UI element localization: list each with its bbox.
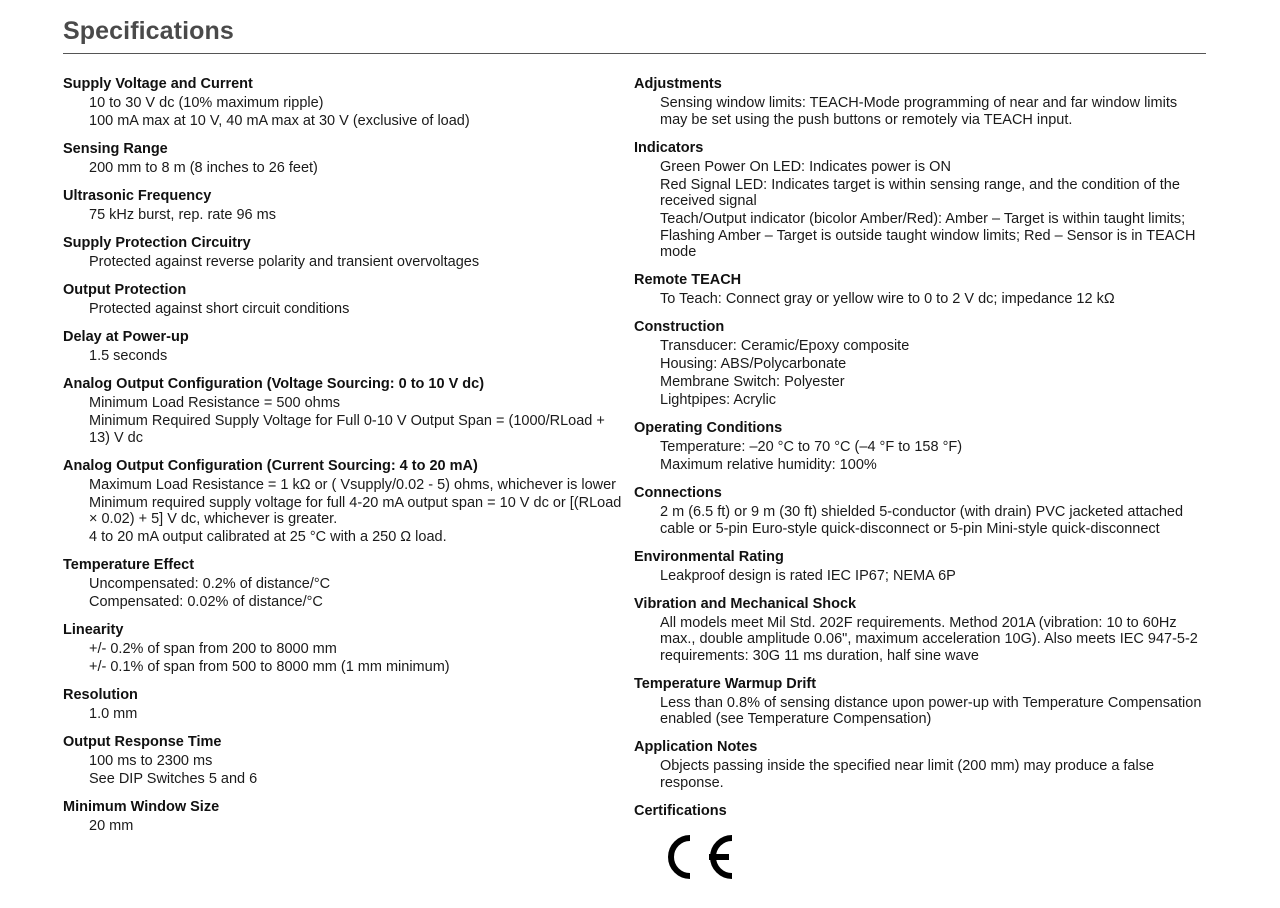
spec-application-notes [634, 738, 1206, 791]
spec-environmental-rating [634, 548, 1206, 585]
spec-indicators [634, 139, 1206, 261]
spec-line: 1.5 seconds [89, 348, 168, 364]
spec-analog-voltage [63, 375, 623, 446]
spec-line: Transducer: Ceramic/Epoxy composite [660, 338, 910, 354]
spec-operating-conditions [634, 419, 1206, 474]
spec-line: 100 ms to 2300 ms [89, 753, 213, 769]
spec-analog-current [63, 457, 623, 546]
spec-temperature-warmup-drift [634, 675, 1206, 728]
spec-line: Compensated: 0.02% of distance/°C [89, 594, 323, 610]
spec-adjustments [634, 75, 1206, 128]
spec-line: Protected against reverse polarity and transient overvoltages [89, 254, 480, 270]
spec-vibration-shock [634, 595, 1206, 665]
spec-line: Sensing window limits: TEACH-Mode programming of near and far window limits may be set using the push buttons or remotely via TEACH input. [660, 95, 1178, 128]
spec-heading: Output Protection [63, 282, 187, 298]
title-divider [63, 53, 1206, 54]
spec-line: See DIP Switches 5 and 6 [89, 771, 258, 787]
spec-connections [634, 484, 1206, 537]
spec-line: Maximum relative humidity: 100% [660, 457, 877, 473]
spec-heading: Indicators [634, 139, 704, 156]
spec-line: Lightpipes: Acrylic [660, 392, 777, 408]
spec-heading: Minimum Window Size [63, 799, 220, 815]
spec-ultrasonic-frequency [63, 187, 623, 224]
spec-line: Protected against short circuit conditions [89, 301, 350, 317]
spec-remote-teach [634, 271, 1206, 308]
spec-heading: Delay at Power-up [63, 329, 189, 345]
spec-heading: Temperature Warmup Drift [634, 675, 817, 692]
spec-line: 4 to 20 mA output calibrated at 25 °C with a 250 Ω load. [89, 529, 447, 545]
spec-line: Membrane Switch: Polyester [660, 374, 845, 390]
ce-mark-icon [660, 830, 734, 884]
spec-line: 75 kHz burst, rep. rate 96 ms [89, 207, 276, 223]
right-spec-column [634, 75, 1206, 884]
spec-sensing-range [63, 140, 623, 177]
spec-heading: Construction [634, 319, 725, 335]
spec-heading: Ultrasonic Frequency [63, 188, 212, 204]
spec-heading: Adjustments [634, 76, 722, 92]
spec-heading: Remote TEACH [634, 272, 742, 288]
spec-line: 10 to 30 V dc (10% maximum ripple) [89, 95, 324, 111]
spec-line: 20 mm [89, 818, 134, 834]
spec-line: +/- 0.2% of span from 200 to 8000 mm [89, 641, 337, 657]
spec-heading: Supply Voltage and Current [63, 76, 253, 92]
spec-output-protection [63, 281, 623, 318]
spec-line: 100 mA max at 10 V, 40 mA max at 30 V (exclusive of load) [89, 113, 470, 129]
spec-line: Green Power On LED: Indicates power is ON [660, 158, 951, 175]
spec-heading: Connections [634, 485, 722, 501]
spec-line: +/- 0.1% of span from 500 to 8000 mm (1 mm minimum) [89, 659, 450, 675]
spec-line: Uncompensated: 0.2% of distance/°C [89, 576, 331, 592]
spec-line: Leakproof design is rated IEC IP67; NEMA 6P [660, 567, 956, 584]
spec-certifications [634, 802, 1206, 884]
spec-heading: Linearity [63, 622, 124, 638]
spec-heading: Supply Protection Circuitry [63, 235, 251, 251]
spec-line: Objects passing inside the specified near limit (200 mm) may produce a false response. [660, 758, 1155, 791]
spec-linearity [63, 621, 623, 676]
spec-line: Minimum Required Supply Voltage for Full 0-10 V Output Span = (1000/RLoad + 13) V dc [89, 413, 605, 446]
spec-heading: Output Response Time [63, 734, 222, 750]
spec-supply-voltage [63, 75, 623, 130]
spec-output-response-time [63, 733, 623, 788]
spec-heading: Vibration and Mechanical Shock [634, 595, 857, 612]
spec-line: Minimum Load Resistance = 500 ohms [89, 395, 341, 411]
page-title: Specifications [63, 17, 234, 45]
spec-heading: Application Notes [634, 739, 758, 755]
spec-temperature-effect [63, 556, 623, 611]
spec-delay-power-up [63, 328, 623, 365]
spec-heading: Sensing Range [63, 141, 168, 157]
spec-line: Maximum Load Resistance = 1 kΩ or ( Vsupply/0.02 - 5) ohms, whichever is lower [89, 476, 617, 493]
spec-heading: Analog Output Configuration (Voltage Sourcing: 0 to 10 V dc) [63, 376, 485, 392]
spec-line: 2 m (6.5 ft) or 9 m (30 ft) shielded 5-conductor (with drain) PVC jacketed attached cable or 5-pin Euro-style quick-disconnect or 5-pin Mini-style quick-disconnect [660, 504, 1184, 537]
spec-heading: Environmental Rating [634, 548, 784, 565]
spec-line: All models meet Mil Std. 202F requirements. Method 201A (vibration: 10 to 60Hz max., double amplitude 0.06", maximum acceleration 10G). Also meets IEC 947-5-2 requirements: 30G 11 ms duration, half sine wave [660, 614, 1198, 664]
spec-heading: Operating Conditions [634, 420, 783, 436]
spec-line: Housing: ABS/Polycarbonate [660, 356, 847, 372]
spec-line: Minimum required supply voltage for full 4-20 mA output span = 10 V dc or [(RLoad × 0.02) + 5] V dc, whichever is greater. [89, 494, 622, 527]
spec-line: To Teach: Connect gray or yellow wire to 0 to 2 V dc; impedance 12 kΩ [660, 291, 1115, 307]
spec-minimum-window-size [63, 798, 623, 835]
spec-heading: Temperature Effect [63, 557, 195, 573]
spec-line: 200 mm to 8 m (8 inches to 26 feet) [89, 160, 318, 176]
spec-heading: Resolution [63, 687, 138, 703]
spec-resolution [63, 686, 623, 723]
spec-supply-protection [63, 234, 623, 271]
spec-line: Red Signal LED: Indicates target is within sensing range, and the condition of the received signal [660, 176, 1180, 209]
left-spec-column [63, 75, 623, 836]
spec-line: Less than 0.8% of sensing distance upon power-up with Temperature Compensation enabled (see Temperature Compensation) [660, 694, 1202, 727]
spec-line: Teach/Output indicator (bicolor Amber/Red): Amber – Target is within taught limits; Flashing Amber – Target is outside taught window limits; Red – Sensor is in TEACH mode [660, 211, 1196, 260]
spec-heading: Certifications [634, 802, 727, 819]
spec-line: 1.0 mm [89, 706, 138, 722]
spec-heading: Analog Output Configuration (Current Sourcing: 4 to 20 mA) [63, 457, 478, 474]
spec-construction [634, 318, 1206, 409]
spec-line: Temperature: –20 °C to 70 °C (–4 °F to 158 °F) [660, 439, 963, 455]
